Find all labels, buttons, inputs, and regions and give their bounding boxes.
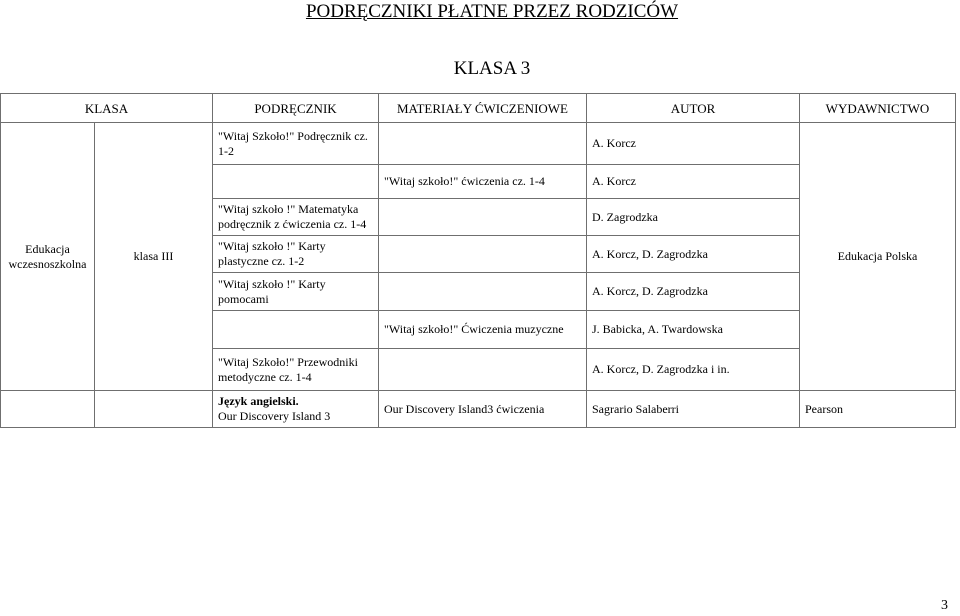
page-title: PODRĘCZNIKI PŁATNE PRZEZ RODZICÓW (305, 1, 679, 22)
table-row (1, 123, 956, 165)
page-number: 3 (941, 598, 948, 613)
autor-cell: A. Korcz (587, 123, 800, 165)
english-podrecznik-cell (213, 391, 379, 428)
materialy-cell (379, 199, 587, 236)
header-materialy: MATERIAŁY ĆWICZENIOWE (379, 94, 587, 123)
textbook-table (0, 93, 956, 428)
header-wydawnictwo: WYDAWNICTWO (800, 94, 956, 123)
english-wydawnictwo-cell: Pearson (800, 391, 956, 428)
wydawnictwo-cell: Edukacja Polska (800, 123, 956, 391)
podrecznik-cell (213, 165, 379, 199)
podrecznik-cell: "Witaj szkoło !" Karty pomocami (213, 273, 379, 311)
page-subtitle: KLASA 3 (453, 58, 531, 79)
edukacja-cell: Edukacja wczesnoszkolna (1, 123, 95, 391)
autor-cell: J. Babicka, A. Twardowska (587, 311, 800, 349)
header-podrecznik: PODRĘCZNIK (213, 94, 379, 123)
podrecznik-cell: "Witaj Szkoło!" Podręcznik cz. 1-2 (213, 123, 379, 165)
header-autor: AUTOR (587, 94, 800, 123)
materialy-cell (379, 349, 587, 391)
autor-cell: A. Korcz, D. Zagrodzka (587, 236, 800, 273)
materialy-cell (379, 123, 587, 165)
materialy-cell: "Witaj szkoło!" ćwiczenia cz. 1-4 (379, 165, 587, 199)
english-materialy-cell: Our Discovery Island3 ćwiczenia (379, 391, 587, 428)
header-row (1, 94, 956, 123)
header-klasa: KLASA (1, 94, 213, 123)
podrecznik-cell: "Witaj Szkoło!" Przewodniki metodyczne cz. 1-4 (213, 349, 379, 391)
english-podrecznik: Our Discovery Island 3 (218, 409, 331, 423)
autor-cell: A. Korcz, D. Zagrodzka i in. (587, 349, 800, 391)
autor-cell: A. Korcz (587, 165, 800, 199)
podrecznik-cell (213, 311, 379, 349)
empty-klasa-cell (95, 391, 213, 428)
podrecznik-cell: "Witaj szkoło !" Matematyka podręcznik z ćwiczenia cz. 1-4 (213, 199, 379, 236)
podrecznik-cell: "Witaj szkoło !" Karty plastyczne cz. 1-2 (213, 236, 379, 273)
autor-cell: D. Zagrodzka (587, 199, 800, 236)
materialy-cell: "Witaj szkoło!" Ćwiczenia muzyczne (379, 311, 587, 349)
klasa-cell: klasa III (95, 123, 213, 391)
materialy-cell (379, 273, 587, 311)
table-row-english (1, 391, 956, 428)
materialy-cell (379, 236, 587, 273)
english-subject: Język angielski. (218, 394, 299, 408)
english-autor-cell: Sagrario Salaberri (587, 391, 800, 428)
autor-cell: A. Korcz, D. Zagrodzka (587, 273, 800, 311)
empty-edukacja-cell (1, 391, 95, 428)
